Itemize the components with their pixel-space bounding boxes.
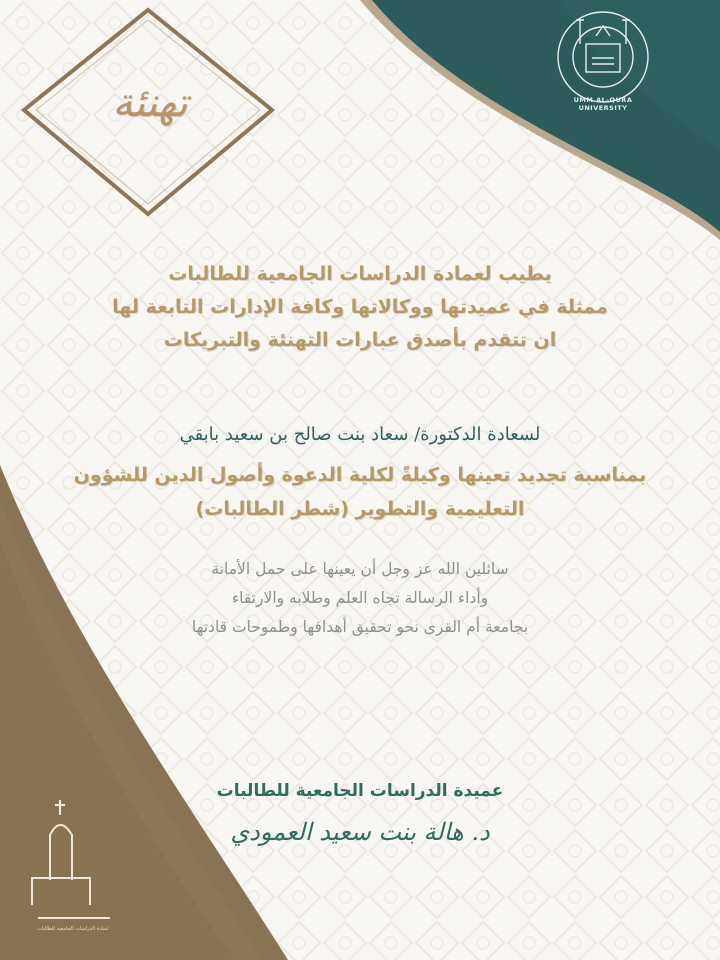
reason-paragraph xyxy=(0,458,720,526)
signature: د. هالة بنت سعيد العمودي xyxy=(230,818,490,846)
intro-line: ان تتقدم بأصدق عبارات التهنئة والتبريكات xyxy=(163,329,557,351)
greeting-calligraphy: تهنئة xyxy=(112,80,188,126)
intro-line: يطيب لعمادة الدراسات الجامعية للطالبات xyxy=(168,263,552,285)
reason-line: بمناسبة تجديد تعينها وكيلةً لكلية الدعوة وأصول الدين للشؤون xyxy=(73,464,647,486)
signer-title: عميدة الدراسات الجامعية للطالبات xyxy=(216,781,504,801)
prayer-line: وأداء الرسالة تجاه العلم وطلابه والارتقاء xyxy=(231,589,489,607)
reason-line: التعليمية والتطوير (شطر الطالبات) xyxy=(195,498,525,520)
prayer-line: بجامعة أم القرى نحو تحقيق أهدافها وطموحات قادتها xyxy=(191,618,529,636)
intro-line: ممثلة في عميدتها ووكالاتها وكافة الإدارات التابعة لها xyxy=(112,296,608,318)
recipient-name: لسعادة الدكتورة/ سعاد بنت صالح بن سعيد بابقي xyxy=(179,424,541,445)
intro-paragraph xyxy=(0,258,720,357)
prayer-line: سائلين الله عز وجل أن يعينها على حمل الأمانة xyxy=(211,560,509,578)
university-name-text: UMM AL-QURA UNIVERSITY xyxy=(573,96,633,112)
prayer-paragraph xyxy=(0,555,720,642)
department-logo-text: عمادة الدراسات الجامعية للطالبات xyxy=(37,926,109,932)
